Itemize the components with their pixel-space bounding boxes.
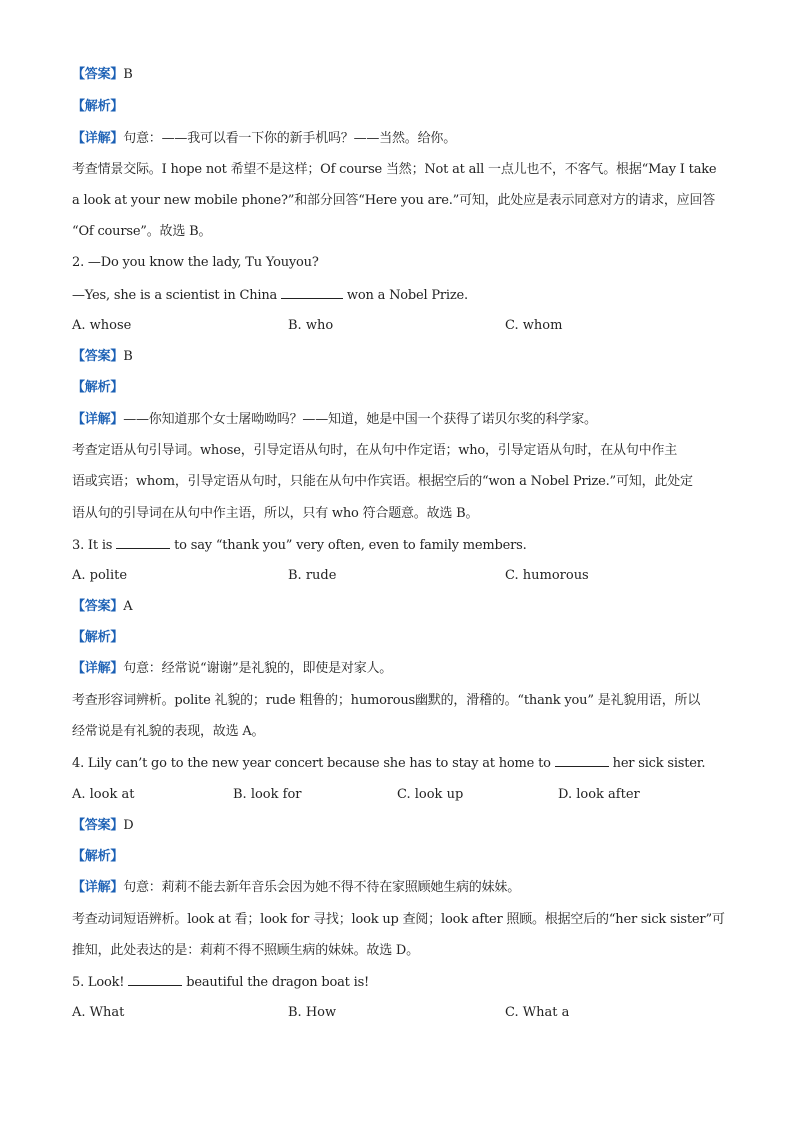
answer-value: B bbox=[123, 349, 133, 364]
detail-tag: 【详解】 bbox=[72, 661, 124, 676]
q1-explain-line-2: a look at your new mobile phone?”和部分回答“Here you are.”可知，此处应是表示同意对方的请求，应回答 bbox=[72, 193, 716, 208]
detail-text: ——你知道那个女士屠呦呦吗？——知道，她是中国一个获得了诺贝尔奖的科学家。 bbox=[123, 412, 597, 427]
q3-detail-line bbox=[72, 660, 392, 678]
q1-answer-line bbox=[72, 66, 133, 84]
answer-value: D bbox=[123, 818, 134, 833]
q2-stem-part-a: —Yes, she is a scientist in China bbox=[72, 288, 278, 303]
q4-stem bbox=[72, 754, 705, 773]
q4-option-d: D. look after bbox=[558, 787, 640, 802]
q5-option-a: A. What bbox=[72, 1005, 125, 1020]
q4-option-b: B. look for bbox=[233, 787, 302, 802]
q3-explain-line-1: 考查形容词辨析。polite 礼貌的；rude 粗鲁的；humorous幽默的，滑稽的。“thank you” 是礼貌用语，所以 bbox=[72, 693, 701, 708]
answer-blank bbox=[281, 286, 343, 299]
q4-detail-line bbox=[72, 879, 520, 897]
answer-value: B bbox=[123, 67, 133, 82]
q5-option-b: B. How bbox=[288, 1005, 337, 1020]
q3-explain-line-2: 经常说是有礼貌的表现，故选 A。 bbox=[72, 724, 265, 739]
q1-detail-line bbox=[72, 130, 456, 148]
answer-blank bbox=[116, 536, 170, 549]
q2-answer-line bbox=[72, 348, 133, 366]
q2-option-c: C. whom bbox=[505, 318, 563, 333]
q2-explain-line-1: 考查定语从句引导词。whose，引导定语从句时，在从句中作定语；who，引导定语从句时，在从句中作主 bbox=[72, 443, 678, 458]
q2-stem-line-2 bbox=[72, 286, 468, 305]
q2-option-b: B. who bbox=[288, 318, 334, 333]
detail-tag: 【详解】 bbox=[72, 131, 124, 146]
q4-option-c: C. look up bbox=[397, 787, 464, 802]
q3-analysis-line bbox=[72, 629, 123, 647]
q3-answer-line bbox=[72, 598, 132, 616]
q5-option-c: C. What a bbox=[505, 1005, 570, 1020]
answer-tag: 【答案】 bbox=[72, 599, 124, 614]
analysis-tag: 【解析】 bbox=[72, 849, 124, 864]
q4-analysis-line bbox=[72, 848, 123, 866]
q4-option-a: A. look at bbox=[72, 787, 135, 802]
answer-value: A bbox=[123, 599, 133, 614]
q2-stem-line-1: 2. —Do you know the lady, Tu Youyou? bbox=[72, 255, 319, 270]
q4-stem-part-b: her sick sister. bbox=[612, 756, 706, 771]
analysis-tag: 【解析】 bbox=[72, 380, 124, 395]
q4-explain-line-2: 推知，此处表达的是：莉莉不得不照顾生病的妹妹。故选 D。 bbox=[72, 943, 419, 958]
answer-tag: 【答案】 bbox=[72, 818, 124, 833]
detail-tag: 【详解】 bbox=[72, 880, 124, 895]
q1-analysis-line bbox=[72, 98, 123, 116]
q1-explain-line-3: “Of course”。故选 B。 bbox=[72, 224, 212, 239]
q4-stem-part-a: 4. Lily can’t go to the new year concert because she has to stay at home to bbox=[72, 756, 551, 771]
detail-text: 句意：——我可以看一下你的新手机吗？——当然。给你。 bbox=[123, 131, 457, 146]
q2-detail-line bbox=[72, 411, 597, 429]
q3-stem-part-a: 3. It is bbox=[72, 538, 113, 553]
q2-analysis-line bbox=[72, 379, 123, 397]
q3-option-b: B. rude bbox=[288, 568, 337, 583]
q3-stem-part-b: to say “thank you” very often, even to family members. bbox=[174, 538, 527, 553]
q5-stem bbox=[72, 973, 369, 992]
q3-option-a: A. polite bbox=[72, 568, 128, 583]
q2-option-a: A. whose bbox=[72, 318, 132, 333]
detail-text: 句意：莉莉不能去新年音乐会因为她不得不待在家照顾她生病的妹妹。 bbox=[123, 880, 521, 895]
analysis-tag: 【解析】 bbox=[72, 630, 124, 645]
q5-stem-part-a: 5. Look! bbox=[72, 975, 125, 990]
q5-stem-part-b: beautiful the dragon boat is! bbox=[186, 975, 370, 990]
q3-stem bbox=[72, 536, 527, 555]
q2-explain-line-3: 语从句的引导词在从句中作主语，所以，只有 who 符合题意。故选 B。 bbox=[72, 506, 479, 521]
q3-option-c: C. humorous bbox=[505, 568, 589, 583]
analysis-tag: 【解析】 bbox=[72, 99, 124, 114]
q2-stem-part-b: won a Nobel Prize. bbox=[346, 288, 468, 303]
answer-tag: 【答案】 bbox=[72, 349, 124, 364]
q4-explain-line-1: 考查动词短语辨析。look at 看；look for 寻找；look up 查阅；look after 照顾。根据空后的“her sick sister”可 bbox=[72, 912, 725, 927]
detail-tag: 【详解】 bbox=[72, 412, 124, 427]
q2-explain-line-2: 语或宾语；whom，引导定语从句时，只能在从句中作宾语。根据空后的“won a Nobel Prize.”可知，此处定 bbox=[72, 474, 693, 489]
answer-blank bbox=[555, 754, 609, 767]
answer-blank bbox=[128, 973, 182, 986]
detail-text: 句意：经常说“谢谢”是礼貌的，即使是对家人。 bbox=[123, 661, 393, 676]
answer-tag: 【答案】 bbox=[72, 67, 124, 82]
q4-answer-line bbox=[72, 817, 133, 835]
q1-explain-line-1: 考查情景交际。I hope not 希望不是这样；Of course 当然；Not at all 一点儿也不，不客气。根据“May I take bbox=[72, 162, 717, 177]
